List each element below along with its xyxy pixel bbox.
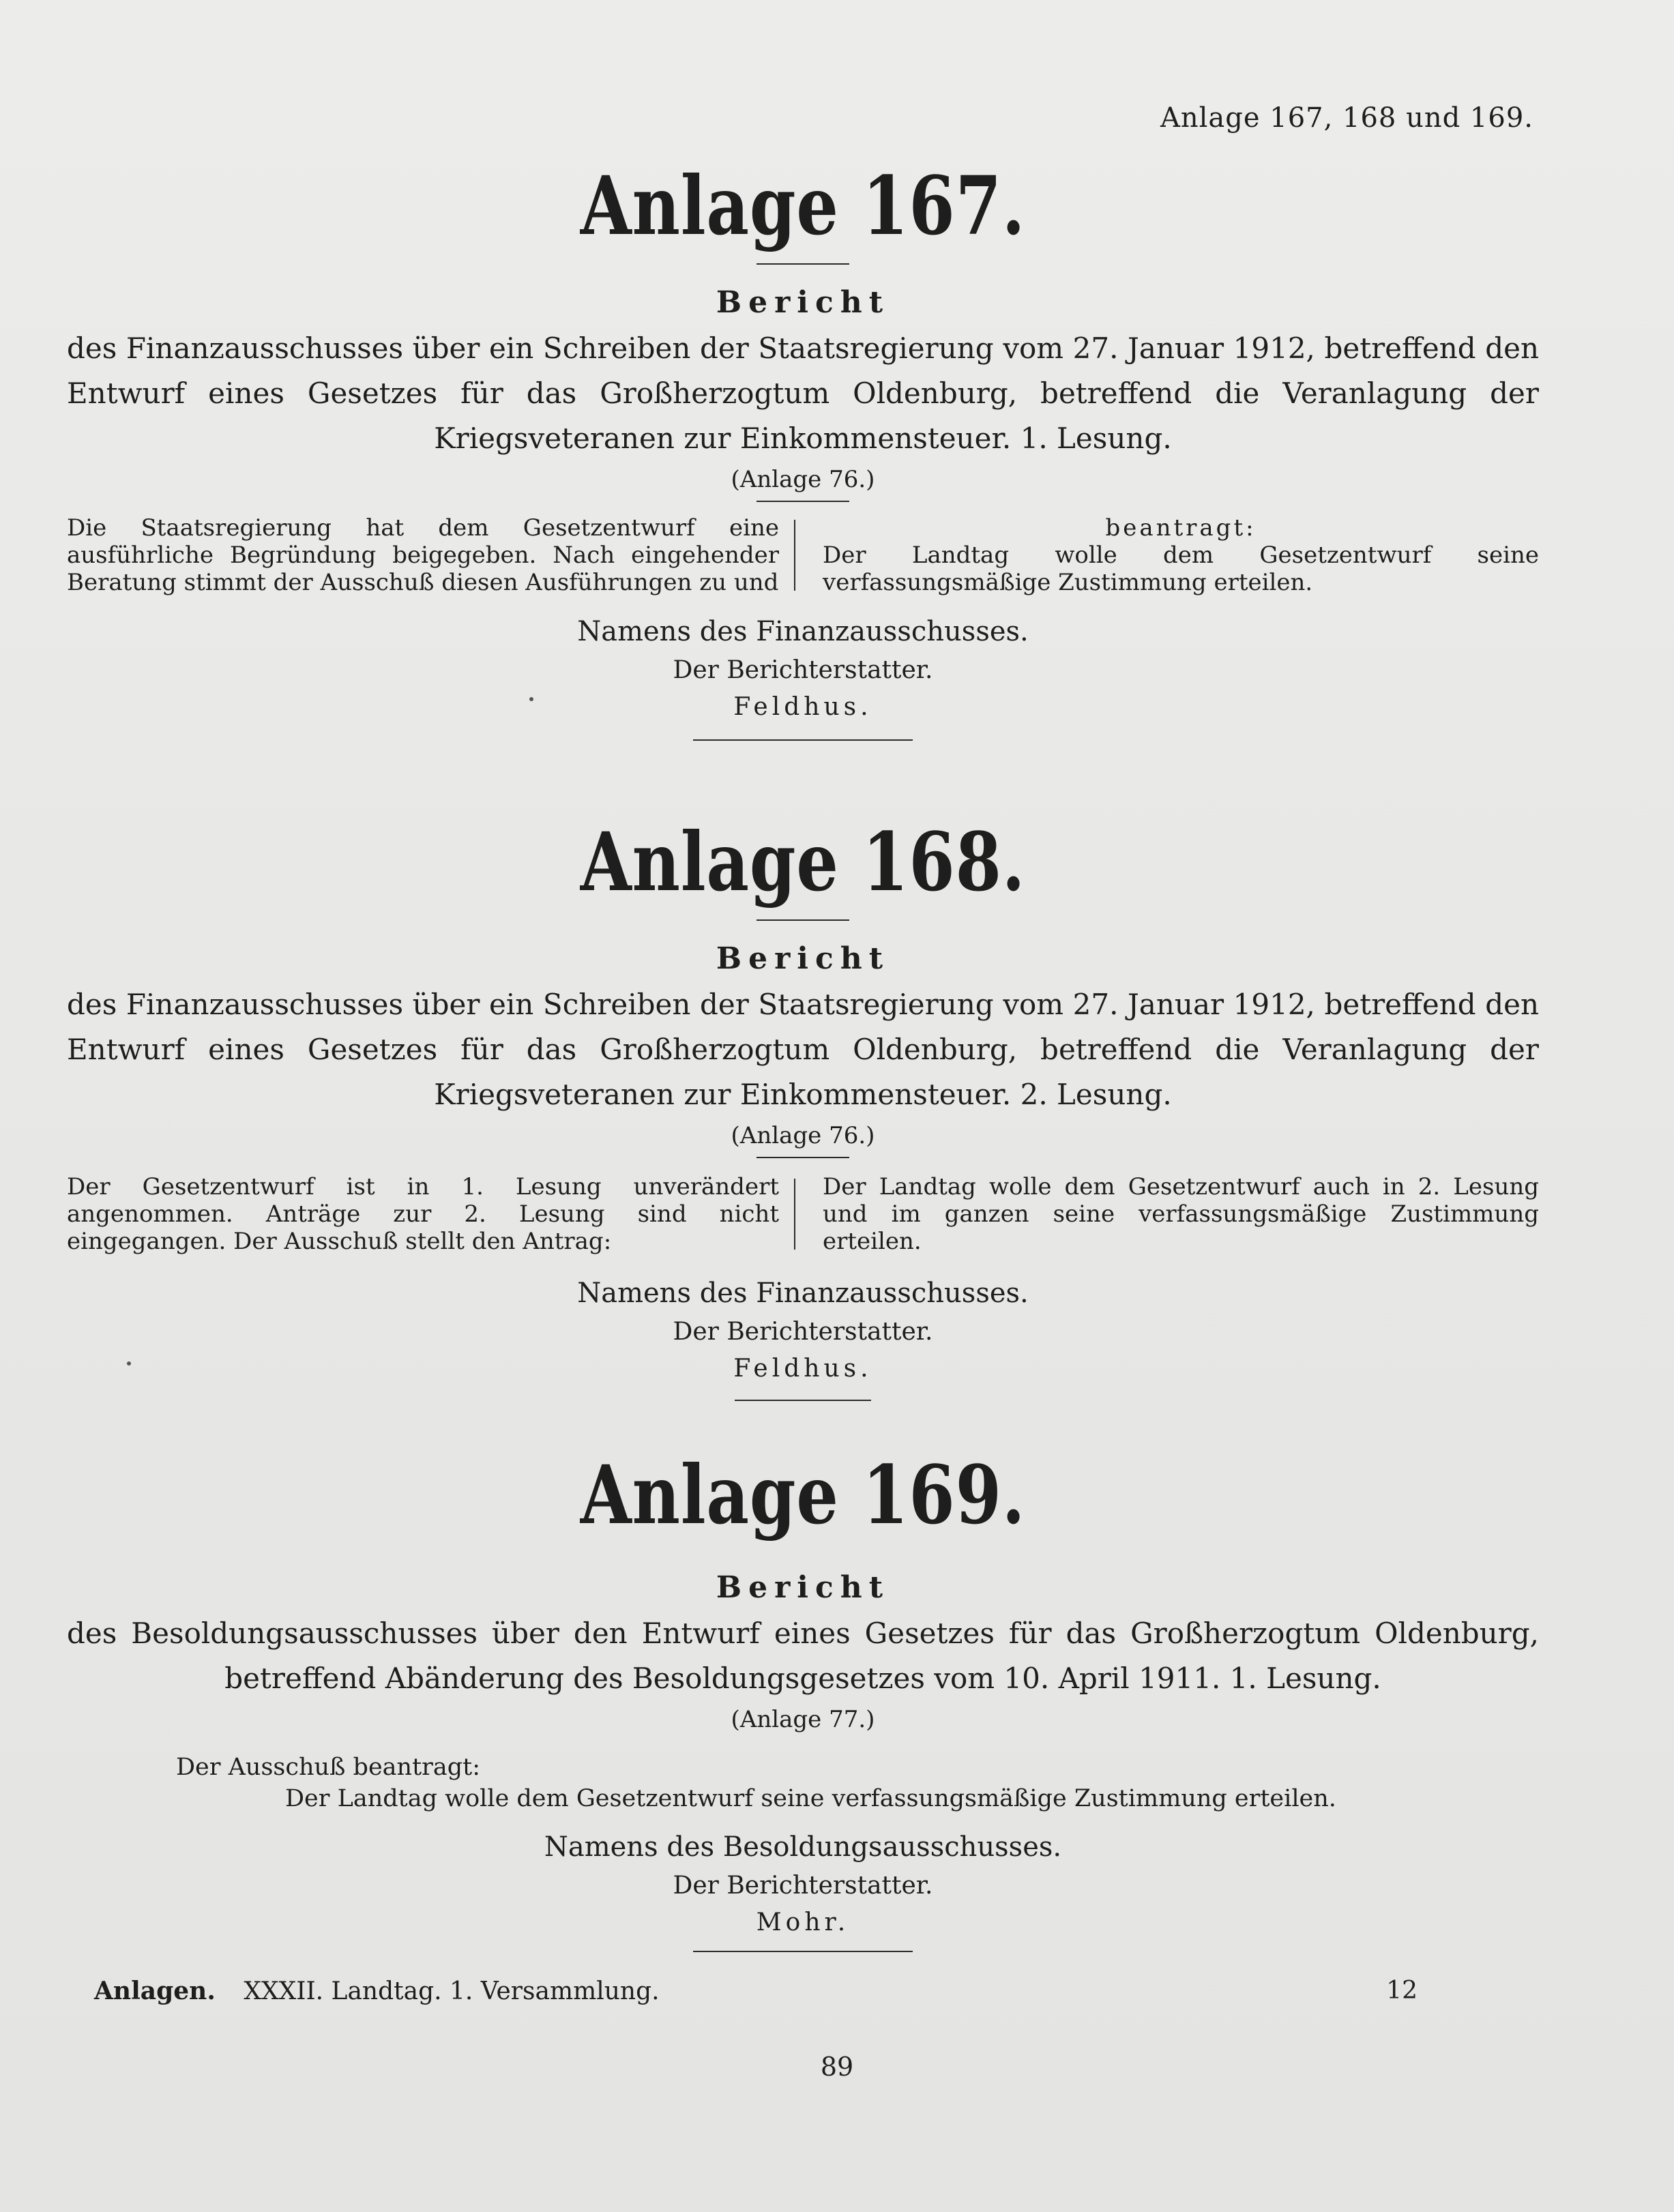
section-end-rule xyxy=(693,739,913,741)
reporter-label: Der Berichterstatter. xyxy=(673,656,933,684)
reference: (Anlage 76.) xyxy=(731,466,875,493)
committee-line: Namens des Finanzausschusses. xyxy=(577,616,1029,647)
reporter-name: Feldhus. xyxy=(733,693,872,721)
reference: (Anlage 77.) xyxy=(731,1706,875,1733)
right-column xyxy=(795,514,1539,596)
two-column-block xyxy=(67,514,1539,596)
antrag-heading: Der Ausschuß beantragt: xyxy=(176,1754,481,1781)
right-column-text: Der Landtag wolle dem Gesetzentwurf seine verfassungsmäßige Zustimmung erteilen. xyxy=(823,542,1539,596)
title-rule xyxy=(757,919,849,921)
intro-paragraph: des Finanzausschusses über ein Schreiben der Staatsregierung vom 27. Januar 1912, betreffend den Entwurf eines Gesetzes für das Großherzogtum Oldenburg, betreffend die Veranlagung der Kriegsveteranen zur Einkommensteuer. 1. Lesung. xyxy=(67,331,1539,455)
print-speck xyxy=(529,697,533,701)
right-column-text: Der Landtag wolle dem Gesetzentwurf auch in 2. Lesung und im ganzen seine verfassungsmäßige Zustimmung erteilen. xyxy=(823,1173,1539,1255)
intro-paragraph: des Finanzausschusses über ein Schreiben der Staatsregierung vom 27. Januar 1912, betreffend den Entwurf eines Gesetzes für das Großherzogtum Oldenburg, betreffend die Veranlagung der Kriegsveteranen zur Einkommensteuer. 2. Lesung. xyxy=(67,988,1539,1111)
sheet-number: 12 xyxy=(1386,1977,1418,2005)
antrag-block xyxy=(67,1752,1539,1814)
bericht-heading: Bericht xyxy=(716,285,890,320)
reporter-name: Feldhus. xyxy=(733,1355,872,1383)
section-title: Anlage 168. xyxy=(580,814,1026,909)
footer-label: Anlagen. xyxy=(94,1977,216,2005)
two-column-block xyxy=(67,1173,1539,1255)
page-number: 89 xyxy=(820,2052,854,2082)
reporter-label: Der Berichterstatter. xyxy=(673,1872,933,1900)
committee-line: Namens des Finanzausschusses. xyxy=(577,1278,1029,1309)
right-heading: beantragt: xyxy=(1105,514,1257,542)
section-anlage-168 xyxy=(67,814,1539,1401)
intro-paragraph: des Besoldungsausschusses über den Entwurf eines Gesetzes für das Großherzogtum Oldenburg, betreffend Abänderung des Besoldungsgesetzes vom 10. April 1911. 1. Lesung. xyxy=(67,1617,1539,1695)
section-title: Anlage 169. xyxy=(580,1447,1026,1542)
section-anlage-169 xyxy=(67,1447,1539,1952)
committee-line: Namens des Besoldungsausschusses. xyxy=(544,1831,1062,1863)
left-column-text: Die Staatsregierung hat dem Gesetzentwurf eine ausführliche Begründung beigegeben. Nach eingehender Beratung stimmt der Ausschuß diesen Ausführungen zu und xyxy=(67,514,779,596)
running-head: Anlage 167, 168 und 169. xyxy=(1160,102,1533,134)
section-end-rule xyxy=(693,1951,913,1952)
reference: (Anlage 76.) xyxy=(731,1122,875,1149)
left-column-text: Der Gesetzentwurf ist in 1. Lesung unverändert angenommen. Anträge zur 2. Lesung sind nicht eingegangen. Der Ausschuß stellt den Antrag: xyxy=(67,1173,779,1255)
antrag-text: Der Landtag wolle dem Gesetzentwurf seine verfassungsmäßige Zustimmung erteilen. xyxy=(285,1785,1336,1812)
bericht-heading: Bericht xyxy=(716,941,890,976)
page-footer xyxy=(94,1977,1418,2005)
section-end-rule xyxy=(735,1400,871,1401)
print-speck xyxy=(127,1361,131,1366)
reference-rule xyxy=(757,501,849,502)
section-anlage-167 xyxy=(67,158,1539,741)
reference-rule xyxy=(757,1157,849,1158)
reporter-name: Mohr. xyxy=(756,1908,850,1936)
title-rule xyxy=(757,263,849,265)
footer-left xyxy=(94,1977,660,2005)
section-title: Anlage 167. xyxy=(580,158,1026,253)
bericht-heading: Bericht xyxy=(716,1570,890,1605)
reporter-label: Der Berichterstatter. xyxy=(673,1318,933,1346)
footer-text: XXXII. Landtag. 1. Versammlung. xyxy=(244,1977,660,2005)
